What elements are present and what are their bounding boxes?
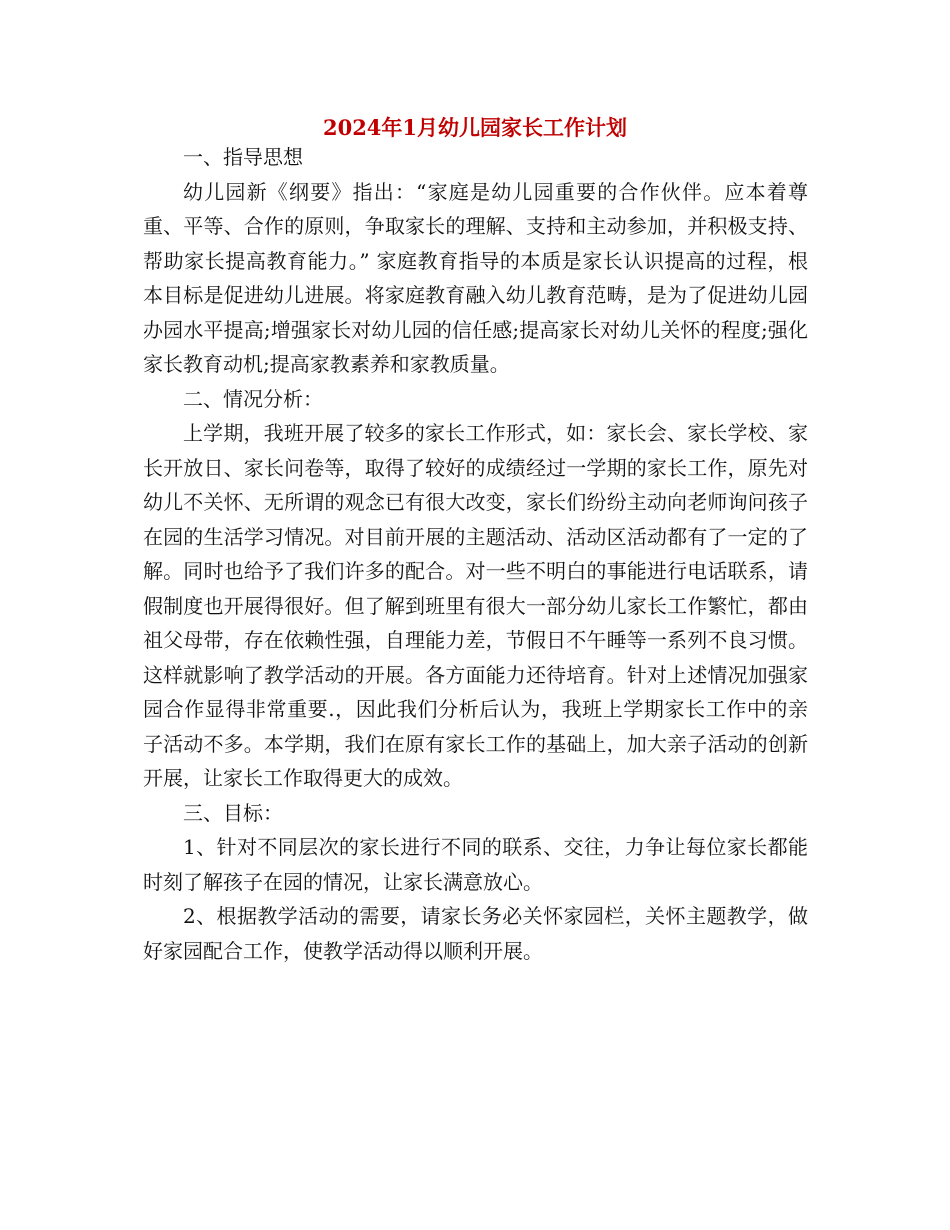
goal-item-2: 2、根据教学活动的需要，请家长务必关怀家园栏，关怀主题教学，做好家园配合工作，使教学活动得以顺利开展。	[143, 904, 808, 963]
section-heading-situation-analysis: 二、情况分析：	[183, 386, 323, 411]
paragraph-situation-analysis: 上学期，我班开展了较多的家长工作形式，如：家长会、家长学校、家长开放日、家长问卷等，取得了较好的成绩经过一学期的家长工作，原先对幼儿不关怀、无所谓的观念已有很大改变，家长们纷纷主动向老师询问孩子在园的生活学习情况。对目前开展的主题活动、活动区活动都有了一定的了解。同时也给予了我们许多的配合。对一些不明白的事能进行电话联系，请假制度也开展得很好。但了解到班里有很大一部分幼儿家长工作繁忙，都由祖父母带，存在依赖性强，自理能力差，节假日不午睡等一系列不良习惯。这样就影响了教学活动的开展。各方面能力还待培育。针对上述情况加强家园合作显得非常重要.，因此我们分析后认为，我班上学期家长工作中的亲子活动不多。本学期，我们在原有家长工作的基础上，加大亲子活动的创新开展，让家长工作取得更大的成效。	[143, 421, 808, 790]
section-heading-goals: 三、目标：	[183, 800, 283, 825]
goal-item-1: 1、针对不同层次的家长进行不同的联系、交往，力争让每位家长都能时刻了解孩子在园的情况，让家长满意放心。	[143, 835, 808, 894]
paragraph-guiding-ideology: 幼儿园新《纲要》指出：“家庭是幼儿园重要的合作伙伴。应本着尊重、平等、合作的原则，争取家长的理解、支持和主动参加，并积极支持、帮助家长提高教育能力。” 家庭教育指导的本质是家长认识提高的过程，根本目标是促进幼儿进展。将家庭教育融入幼儿教育范畴，是为了促进幼儿园办园水平提高;增强家长对幼儿园的信任感;提高家长对幼儿关怀的程度;强化家长教育动机;提高家教素养和家教质量。	[143, 179, 808, 376]
document-body	[143, 140, 808, 968]
section-heading-guiding-ideology: 一、指导思想	[183, 145, 303, 169]
document-title: 2024年1月幼儿园家长工作计划	[322, 115, 628, 140]
